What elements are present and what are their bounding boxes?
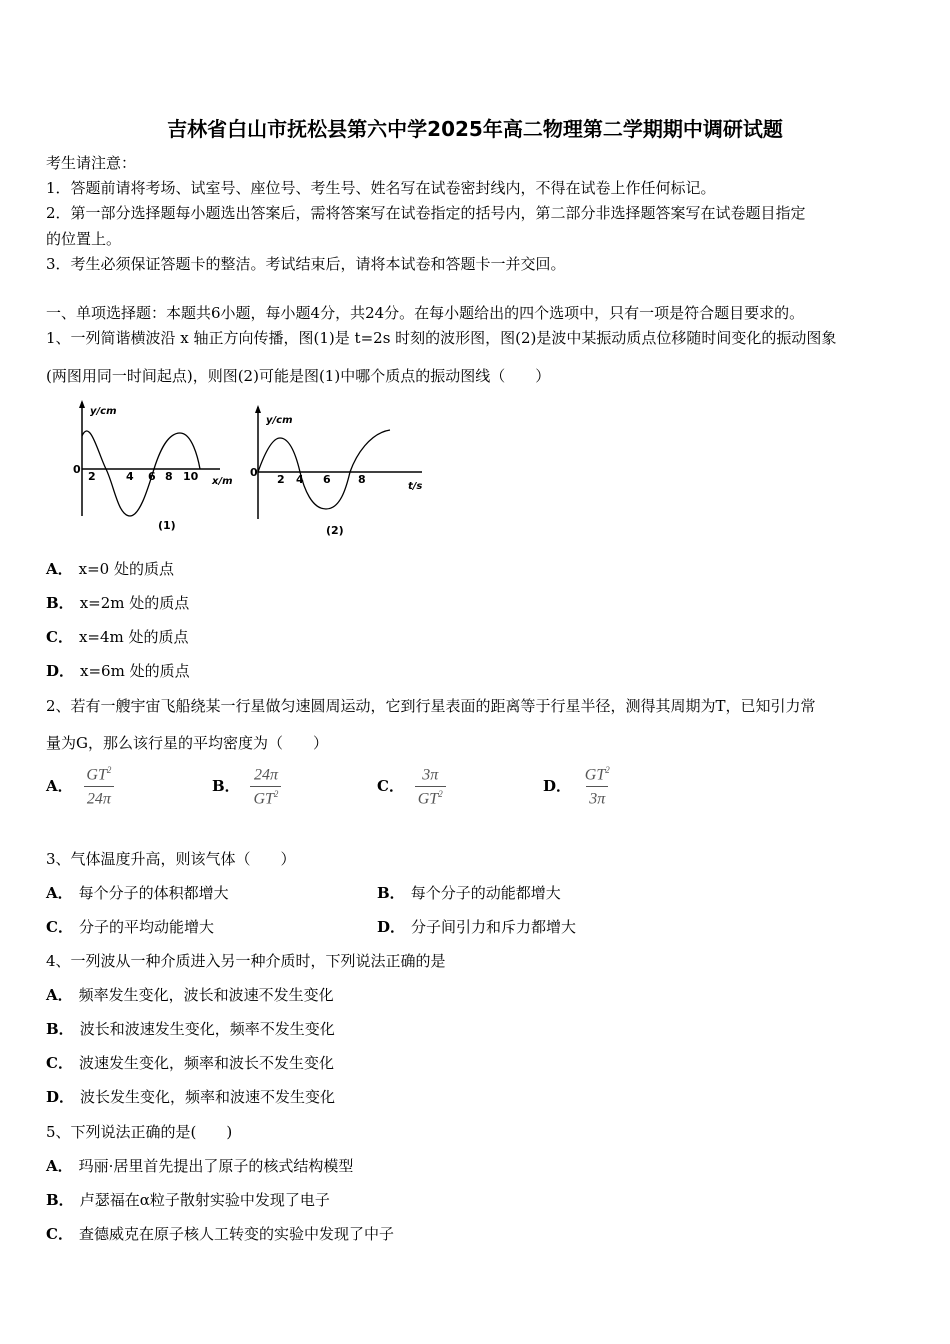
fraction: $\frac{GT^2}{24\pi}$ [83,765,114,809]
notice-item: 3．考生必须保证答题卡的整洁。考试结束后，请将本试卷和答题卡一并交回。 [46,255,566,273]
q3-stem: 3、气体温度升高，则该气体（ ） [46,850,296,868]
q2-option-a[interactable]: A． $\frac{GT^2}{24\pi}$ [46,765,114,809]
q2-option-d[interactable]: D． $\frac{GT^2}{3\pi}$ [543,765,613,809]
q1-option-a[interactable]: A． x=0 处的质点 [46,560,174,578]
q3-option-d[interactable]: D． 分子间引力和斥力都增大 [377,918,577,936]
q1-option-c[interactable]: C． x=4m 处的质点 [46,628,189,646]
notice-item: 的位置上。 [46,230,122,248]
section-heading: 一、单项选择题：本题共6小题，每小题4分，共24分。在每小题给出的四个选项中，只有一项是符合题目要求的。 [46,304,805,322]
fig2-xlabel: t/s [408,481,423,492]
fig1-origin: 0 [73,463,81,476]
fig2-tick: 6 [323,473,331,486]
y-axis-arrow [79,400,85,408]
fraction: $\frac{GT^2}{3\pi}$ [584,765,610,808]
q4-option-a[interactable]: A． 频率发生变化，波长和波速不发生变化 [46,986,334,1004]
y-axis-arrow [255,405,261,413]
fig2-tick: 4 [296,473,304,486]
q5-option-a[interactable]: A． 玛丽·居里首先提出了原子的核式结构模型 [46,1157,354,1175]
q5-stem: 5、下列说法正确的是( ) [46,1123,233,1141]
q2-stem-line1: 2、若有一艘宇宙飞船绕某一行星做匀速圆周运动，它到行星表面的距离等于行星半径，测得其周期为T，已知引力常 [46,697,816,715]
page-title: 吉林省白山市抚松县第六中学2025年高二物理第二学期期中调研试题 [167,117,783,141]
fig1-tick: 10 [183,470,199,483]
notice-item: 1．答题前请将考场、试室号、座位号、考生号、姓名写在试卷密封线内，不得在试卷上作任何标记。 [46,179,716,197]
q1-option-d[interactable]: D． x=6m 处的质点 [46,662,190,680]
fig1-ylabel: y/cm [90,406,117,417]
q1-figure-1-wave-graph [70,398,245,538]
q4-option-b[interactable]: B． 波长和波速发生变化，频率不发生变化 [46,1020,335,1038]
q5-option-c[interactable]: C． 查德威克在原子核人工转变的实验中发现了中子 [46,1225,394,1243]
vibration-curve [258,430,390,509]
q2-stem-line2: 量为G，那么该行星的平均密度为（ ） [46,734,328,752]
q3-option-c[interactable]: C． 分子的平均动能增大 [46,918,214,936]
q1-figure-2-vibration-graph [250,403,430,538]
fig1-caption: (1) [158,519,176,532]
q2-option-c[interactable]: C． $\frac{3\pi}{GT^2}$ [377,765,446,809]
q2-option-b[interactable]: B． $\frac{24\pi}{GT^2}$ [212,765,281,809]
notice-item: 2．第一部分选择题每小题选出答案后，需将答案写在试卷指定的括号内，第二部分非选择题答案写在试卷题目指定 [46,204,806,222]
q5-option-b[interactable]: B． 卢瑟福在α粒子散射实验中发现了电子 [46,1191,330,1209]
fig1-tick: 4 [126,470,134,483]
q4-stem: 4、一列波从一种介质进入另一种介质时，下列说法正确的是 [46,952,446,970]
q1-stem-line1: 1、一列简谐横波沿 x 轴正方向传播，图(1)是 t=2s 时刻的波形图，图(2)是波中某振动质点位移随时间变化的振动图象 [46,329,837,347]
fig2-ylabel: y/cm [266,415,293,426]
fig1-xlabel: x/m [212,476,233,487]
fraction: $\frac{3\pi}{GT^2}$ [415,765,446,809]
q4-option-c[interactable]: C． 波速发生变化，频率和波长不发生变化 [46,1054,334,1072]
fig2-origin: 0 [250,466,258,479]
fig2-tick: 2 [277,473,285,486]
fig2-tick: 8 [358,473,366,486]
q3-option-a[interactable]: A． 每个分子的体积都增大 [46,884,229,902]
fig2-caption: (2) [326,524,344,537]
fraction: $\frac{24\pi}{GT^2}$ [250,765,281,809]
fig1-tick: 8 [165,470,173,483]
q1-option-b[interactable]: B． x=2m 处的质点 [46,594,190,612]
notice-heading: 考生请注意： [46,154,137,172]
q1-stem-line2: (两图用同一时间起点)，则图(2)可能是图(1)中哪个质点的振动图线（ ） [46,367,551,385]
fig1-tick: 2 [88,470,96,483]
fig1-tick: 6 [148,470,156,483]
q3-option-b[interactable]: B． 每个分子的动能都增大 [377,884,561,902]
q4-option-d[interactable]: D． 波长发生变化，频率和波速不发生变化 [46,1088,336,1106]
